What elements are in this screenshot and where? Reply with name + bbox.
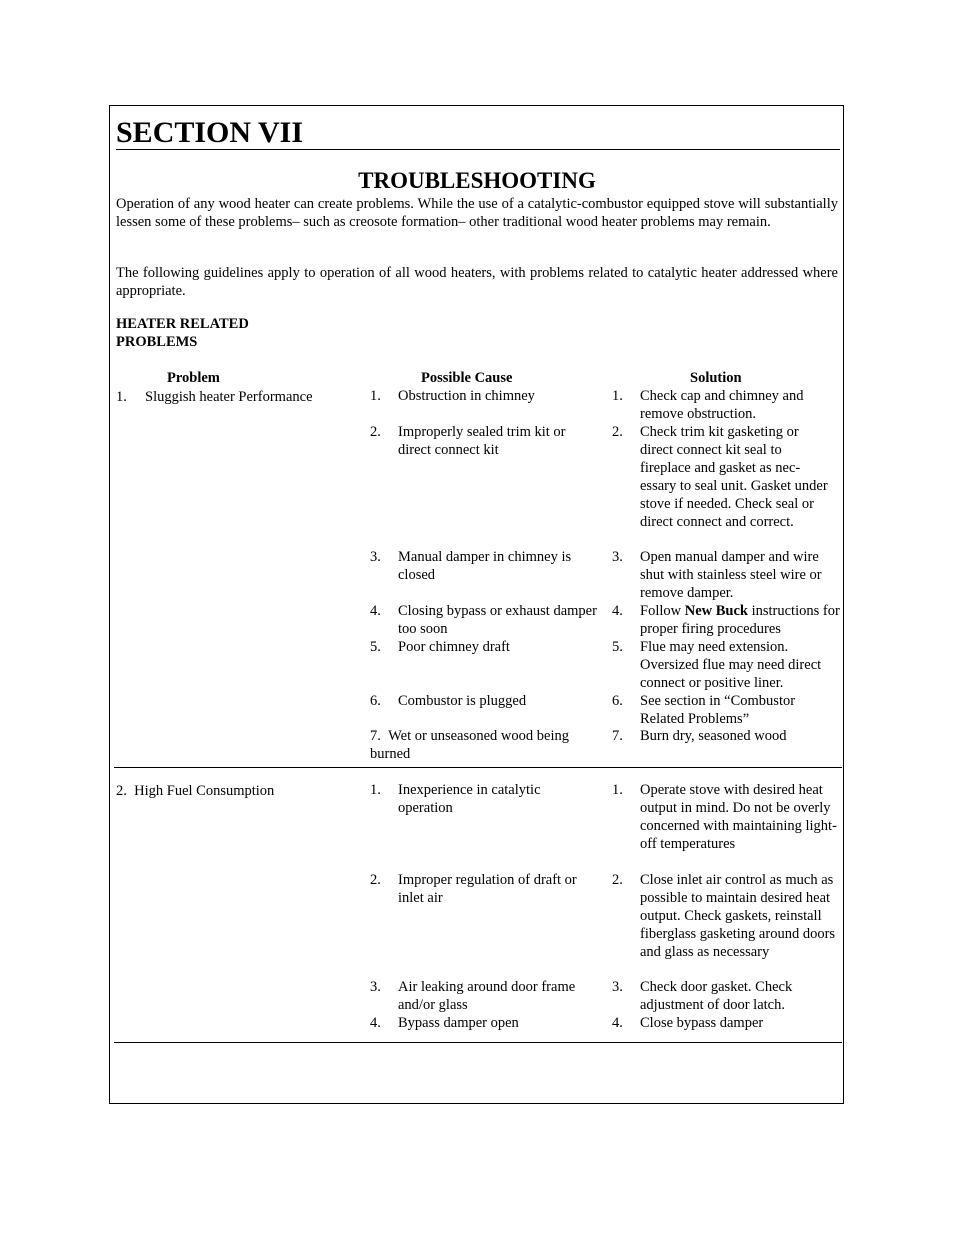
- cause-number: 1.: [370, 782, 381, 798]
- cause-text: Combustor is plugged: [398, 693, 527, 709]
- cause-number: 6.: [370, 693, 381, 709]
- subheading-line-1: HEATER RELATED: [116, 316, 249, 332]
- problem-label: Sluggish heater Performance: [145, 389, 313, 405]
- brand-name: New Buck: [684, 603, 748, 619]
- solution-text: Burn dry, seasoned wood: [640, 728, 787, 744]
- row-divider: [114, 1042, 842, 1043]
- column-header-cause: Possible Cause: [421, 370, 513, 386]
- solution-number: 4.: [612, 603, 623, 619]
- problem-item-2: [116, 782, 336, 800]
- solution-number: 3.: [612, 979, 623, 995]
- section-title: SECTION VII: [116, 117, 840, 150]
- solution-text-before: Follow: [640, 603, 685, 619]
- solution-text: Operate stove with desired heat output in mind. Do not be overly concerned with maintaining light-off temperatures: [640, 782, 837, 852]
- page-heading: TROUBLESHOOTING: [358, 168, 596, 193]
- column-header-problem: Problem: [167, 370, 220, 386]
- solution-number: 2.: [612, 872, 623, 888]
- solution-text-after: instructions for proper firing procedures: [640, 603, 840, 637]
- cause-number: 5.: [370, 639, 381, 655]
- cause-number: 7.: [370, 728, 381, 744]
- cause-number: 4.: [370, 603, 381, 619]
- solution-text: [640, 602, 840, 638]
- problem-number: 1.: [116, 389, 127, 405]
- subheading-line-2: PROBLEMS: [116, 334, 198, 350]
- solution-text: Close bypass damper: [640, 1015, 764, 1031]
- cause-number: 1.: [370, 388, 381, 404]
- solution-text: Open manual damper and wire shut with stainless steel wire or remove damper.: [640, 549, 822, 601]
- solution-text: Check cap and chimney and remove obstruction.: [640, 388, 804, 422]
- intro-paragraph-1: Operation of any wood heater can create problems. While the use of a catalytic-combustor equipped stove will substantially lessen some of these problems– such as creosote formation– other traditional wood heater problems may remain.: [116, 196, 838, 230]
- solution-text: Check door gasket. Check adjustment of door latch.: [640, 979, 793, 1013]
- solution-number: 3.: [612, 549, 623, 565]
- cause-number: 2.: [370, 424, 381, 440]
- subheading: [116, 315, 286, 351]
- cause-text: Poor chimney draft: [398, 639, 510, 655]
- cause-text: Closing bypass or exhaust damper too soon: [398, 603, 597, 637]
- cause-text: Bypass damper open: [398, 1015, 519, 1031]
- solution-text: Close inlet air control as much as possible to maintain desired heat output. Check gaskets, reinstall fiberglass gasketing around doors and glass as necessary: [640, 872, 836, 960]
- cause-text: Air leaking around door frame and/or glass: [398, 979, 576, 1013]
- cause-number: 2.: [370, 872, 381, 888]
- problem-label: High Fuel Consumption: [134, 783, 275, 799]
- problem-number: 2.: [116, 783, 127, 799]
- solution-text: Check trim kit gasketing or direct connect kit seal to fireplace and gasket as nec-essary to seal unit. Gasket under stove if needed. Check seal or direct connect and correct.: [640, 424, 828, 530]
- solution-text: Flue may need extension. Oversized flue may need direct connect or positive liner.: [640, 639, 822, 691]
- intro-paragraph-2: The following guidelines apply to operation of all wood heaters, with problems related to catalytic heater addressed where appropriate.: [116, 265, 838, 299]
- cause-number: 4.: [370, 1015, 381, 1031]
- solution-number: 7.: [612, 728, 623, 744]
- cause-number: 3.: [370, 549, 381, 565]
- cause-text: Improper regulation of draft or inlet air: [398, 872, 577, 906]
- cause-text: Wet or unseasoned wood being burned: [370, 728, 569, 762]
- cause-text: Manual damper in chimney is closed: [398, 549, 572, 583]
- solution-number: 1.: [612, 388, 623, 404]
- solution-number: 4.: [612, 1015, 623, 1031]
- solution-text: See section in “Combustor Related Problems”: [640, 693, 796, 727]
- column-header-solution: Solution: [690, 370, 742, 386]
- cause-text: Obstruction in chimney: [398, 388, 535, 404]
- solution-number: 6.: [612, 693, 623, 709]
- cause-item-7: [370, 727, 600, 763]
- cause-text: Improperly sealed trim kit or direct connect kit: [398, 424, 566, 458]
- cause-number: 3.: [370, 979, 381, 995]
- row-divider: [114, 767, 842, 768]
- cause-text: Inexperience in catalytic operation: [398, 782, 541, 816]
- solution-number: 5.: [612, 639, 623, 655]
- solution-number: 2.: [612, 424, 623, 440]
- solution-number: 1.: [612, 782, 623, 798]
